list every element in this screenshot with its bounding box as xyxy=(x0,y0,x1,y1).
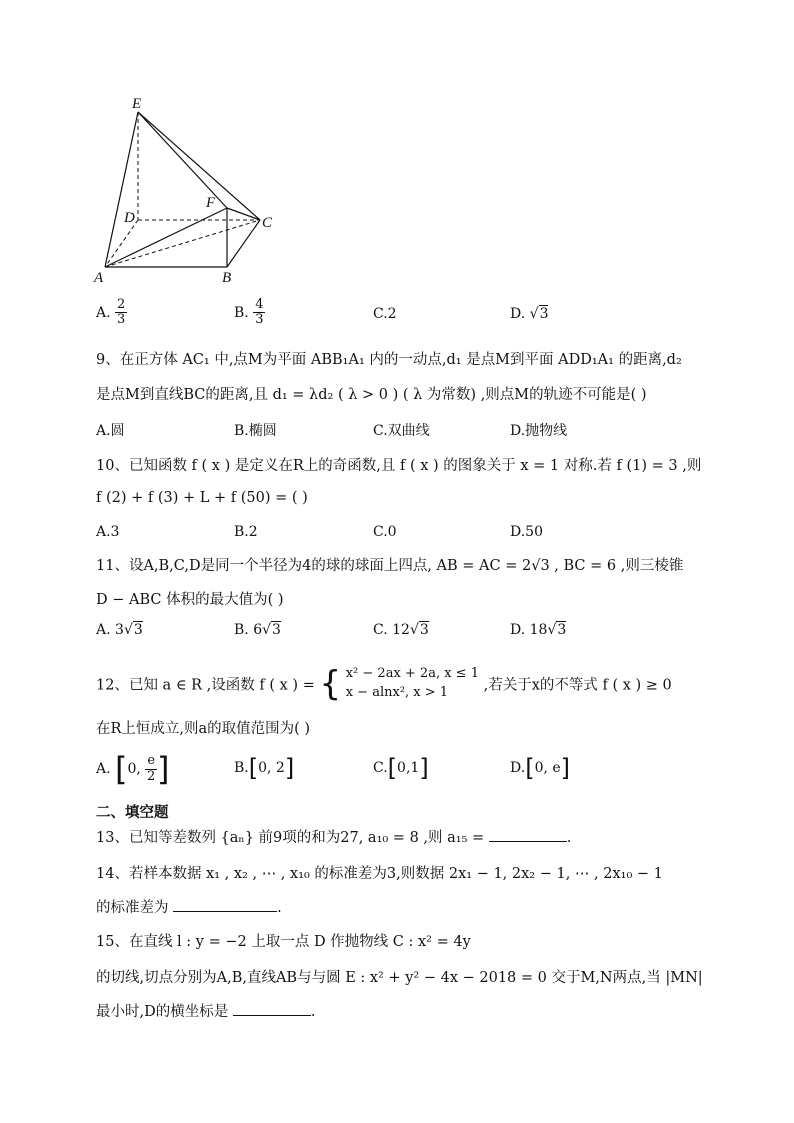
q8-option-a: A. $\frac{2}{3}$ xyxy=(96,297,126,328)
q9-option-d: D.抛物线 xyxy=(510,423,568,439)
q9-line1: 9、在正方体 AC₁ 中,点M为平面 ABB₁A₁ 内的一动点,d₁ 是点M到平面 ADD₁A₁ 的距离,d₂ xyxy=(96,352,682,368)
q11-option-a: A. 3√3 xyxy=(96,622,143,638)
q12-line1: 12、已知 a ∈ R ,设函数 f ( x ) = { x² − 2ax + 2a, x ≤ 1 x − alnx², x > 1 ,若关于x的不等式 f ( x ) ≥ 0 xyxy=(96,664,672,704)
q8-option-b: B. $\frac{4}{3}$ xyxy=(234,297,264,328)
q15-line1: 15、在直线 l : y = −2 上取一点 D 作抛物线 C : x² = 4y xyxy=(96,934,471,950)
q14-line1: 14、若样本数据 x₁ , x₂ , ⋯ , x₁₀ 的标准差为3,则数据 2x₁ − 1, 2x₂ − 1, ⋯ , 2x₁₀ − 1 xyxy=(96,866,663,882)
q13-line: 13、已知等差数列 {aₙ} 前9项的和为27, a₁₀ = 8 ,则 a₁₅ = . xyxy=(96,830,572,846)
label-D: D xyxy=(124,210,135,226)
pyramid-figure xyxy=(90,90,290,290)
q10-line1: 10、已知函数 f ( x ) 是定义在R上的奇函数,且 f ( x ) 的图象关于 x = 1 对称.若 f (1) = 3 ,则 xyxy=(96,458,702,474)
edge-BC xyxy=(227,220,260,267)
q11-option-c: C. 12√3 xyxy=(373,622,429,638)
label-C: C xyxy=(262,215,273,231)
q11-line1: 11、设A,B,C,D是同一个半径为4的球的球面上四点, AB = AC = 2√3 , BC = 6 ,则三棱锥 xyxy=(96,558,684,574)
q9-line2: 是点M到直线BC的距离,且 d₁ = λd₂ ( λ > 0 ) ( λ 为常数) ,则点M的轨迹不可能是( ) xyxy=(96,387,647,403)
q9-option-a: A.圆 xyxy=(96,423,125,439)
q9-option-c: C.双曲线 xyxy=(373,423,430,439)
q8-option-c: C.2 xyxy=(373,306,397,322)
q10-line2: f (2) + f (3) + L + f (50) = ( ) xyxy=(96,490,308,506)
edge-FC xyxy=(227,208,260,220)
label-B: B xyxy=(222,270,232,286)
q10-option-d: D.50 xyxy=(510,524,543,540)
edge-EF xyxy=(138,112,227,208)
q14-answer-blank[interactable] xyxy=(173,899,277,912)
q9-option-b: B.椭圆 xyxy=(234,423,277,439)
q12-case1: x² − 2ax + 2a, x ≤ 1 xyxy=(345,666,479,682)
q15-line2: 的切线,切点分别为A,B,直线AB与与圆 E : x² + y² − 4x − 2018 = 0 交于M,N两点,当 |MN| xyxy=(96,970,703,986)
q10-option-b: B.2 xyxy=(234,524,258,540)
q12-option-a: A. [0, $\frac{e}{2}$ ] xyxy=(96,750,170,788)
label-E: E xyxy=(132,96,142,112)
q10-option-a: A.3 xyxy=(96,524,120,540)
q10-option-c: C.0 xyxy=(373,524,397,540)
q15-answer-blank[interactable] xyxy=(233,1003,311,1016)
q12-option-b: B.[0, 2] xyxy=(234,754,295,782)
label-A: A xyxy=(94,270,104,286)
q12-option-c: C.[0,1] xyxy=(373,754,429,782)
q11-option-d: D. 18√3 xyxy=(510,622,567,638)
edge-AC xyxy=(105,220,260,267)
section-fill-blank-title: 二、填空题 xyxy=(96,804,169,821)
q11-option-b: B. 6√3 xyxy=(234,622,281,638)
q12-line2: 在R上恒成立,则a的取值范围为( ) xyxy=(96,721,311,737)
q12-case2: x − alnx², x > 1 xyxy=(345,685,449,700)
q12-option-d: D.[0, e] xyxy=(510,754,571,782)
q14-line2: 的标准差为 . xyxy=(96,900,282,916)
edge-EC xyxy=(138,112,260,220)
q8-option-d: D. √3 xyxy=(510,306,549,322)
q15-line3: 最小时,D的横坐标是 . xyxy=(96,1004,316,1020)
label-F: F xyxy=(206,195,216,211)
q13-answer-blank[interactable] xyxy=(489,829,567,842)
q11-line2: D − ABC 体积的最大值为( ) xyxy=(96,592,284,608)
